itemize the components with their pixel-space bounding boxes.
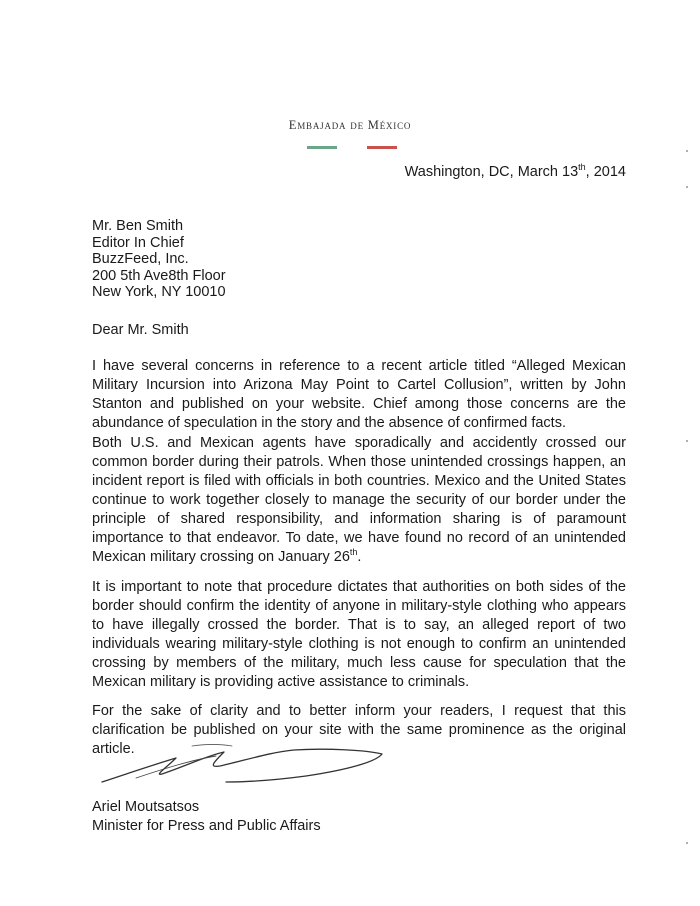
date-prefix: Washington, DC, March 13 bbox=[404, 164, 579, 180]
recipient-company: BuzzFeed, Inc. bbox=[92, 251, 189, 267]
letter-date bbox=[405, 164, 626, 180]
paragraph-3: It is important to note that procedure dictates that authorities on both sides of the border should confirm the identity of anyone in military-style clothing who appears to have illegally crossed the border. That is to say, an alleged report of two individuals wearing military-style clothing is not enough to confirm an unintended crossing by members of the military, much less cause for speculation that the Mexican military is providing active assistance to criminals. bbox=[92, 579, 626, 690]
recipient-street: 200 5th Ave8th Floor bbox=[92, 267, 226, 284]
letterhead-green-bar bbox=[307, 146, 337, 149]
scan-speck bbox=[686, 186, 688, 188]
paragraph-4: For the sake of clarity and to better inform your readers, I request that this clarification be published on your site with the same prominence as the original article. bbox=[92, 703, 626, 757]
paragraph-2-ordinal: th bbox=[349, 547, 358, 557]
paragraph-2-text: Both U.S. and Mexican agents have sporadically and accidently crossed our common border during their patrols. When those unintended crossings happen, an incident report is filed with officials in both countries. Mexico and the United States continue to work together closely to manage the security of our border under the principle of shared responsibility, and information sharing is of paramount importance to that endeavor. To date, we have found no record of an unintended Mexican military crossing on January 26 bbox=[92, 435, 626, 565]
recipient-title: Editor In Chief bbox=[92, 234, 184, 251]
paragraph-2-end: . bbox=[357, 549, 362, 565]
signer-title: Minister for Press and Public Affairs bbox=[92, 818, 321, 834]
recipient-name: Mr. Ben Smith bbox=[92, 218, 184, 234]
handwritten-signature bbox=[96, 738, 396, 790]
date-ordinal: th bbox=[578, 162, 586, 172]
signer-block bbox=[92, 798, 321, 836]
scan-speck bbox=[686, 440, 688, 442]
recipient-address bbox=[92, 218, 226, 301]
signer-name: Ariel Moutsatsos bbox=[92, 799, 200, 815]
recipient-city: New York, NY 10010 bbox=[92, 284, 226, 300]
scan-speck bbox=[686, 150, 688, 152]
letterhead-red-bar bbox=[367, 146, 397, 149]
paragraph-2 bbox=[92, 434, 626, 567]
scan-speck bbox=[686, 842, 688, 844]
paragraph-1: I have several concerns in reference to a recent article titled “Alleged Mexican Military Incursion into Arizona May Point to Cartel Collusion”, written by John Stanton and published on your website. Chief among those concerns are the abundance of speculation in the story and the absence of confirmed facts. bbox=[92, 358, 626, 431]
letterhead-title: Embajada de México bbox=[288, 118, 412, 132]
date-suffix: , 2014 bbox=[585, 164, 626, 180]
salutation: Dear Mr. Smith bbox=[92, 322, 189, 338]
